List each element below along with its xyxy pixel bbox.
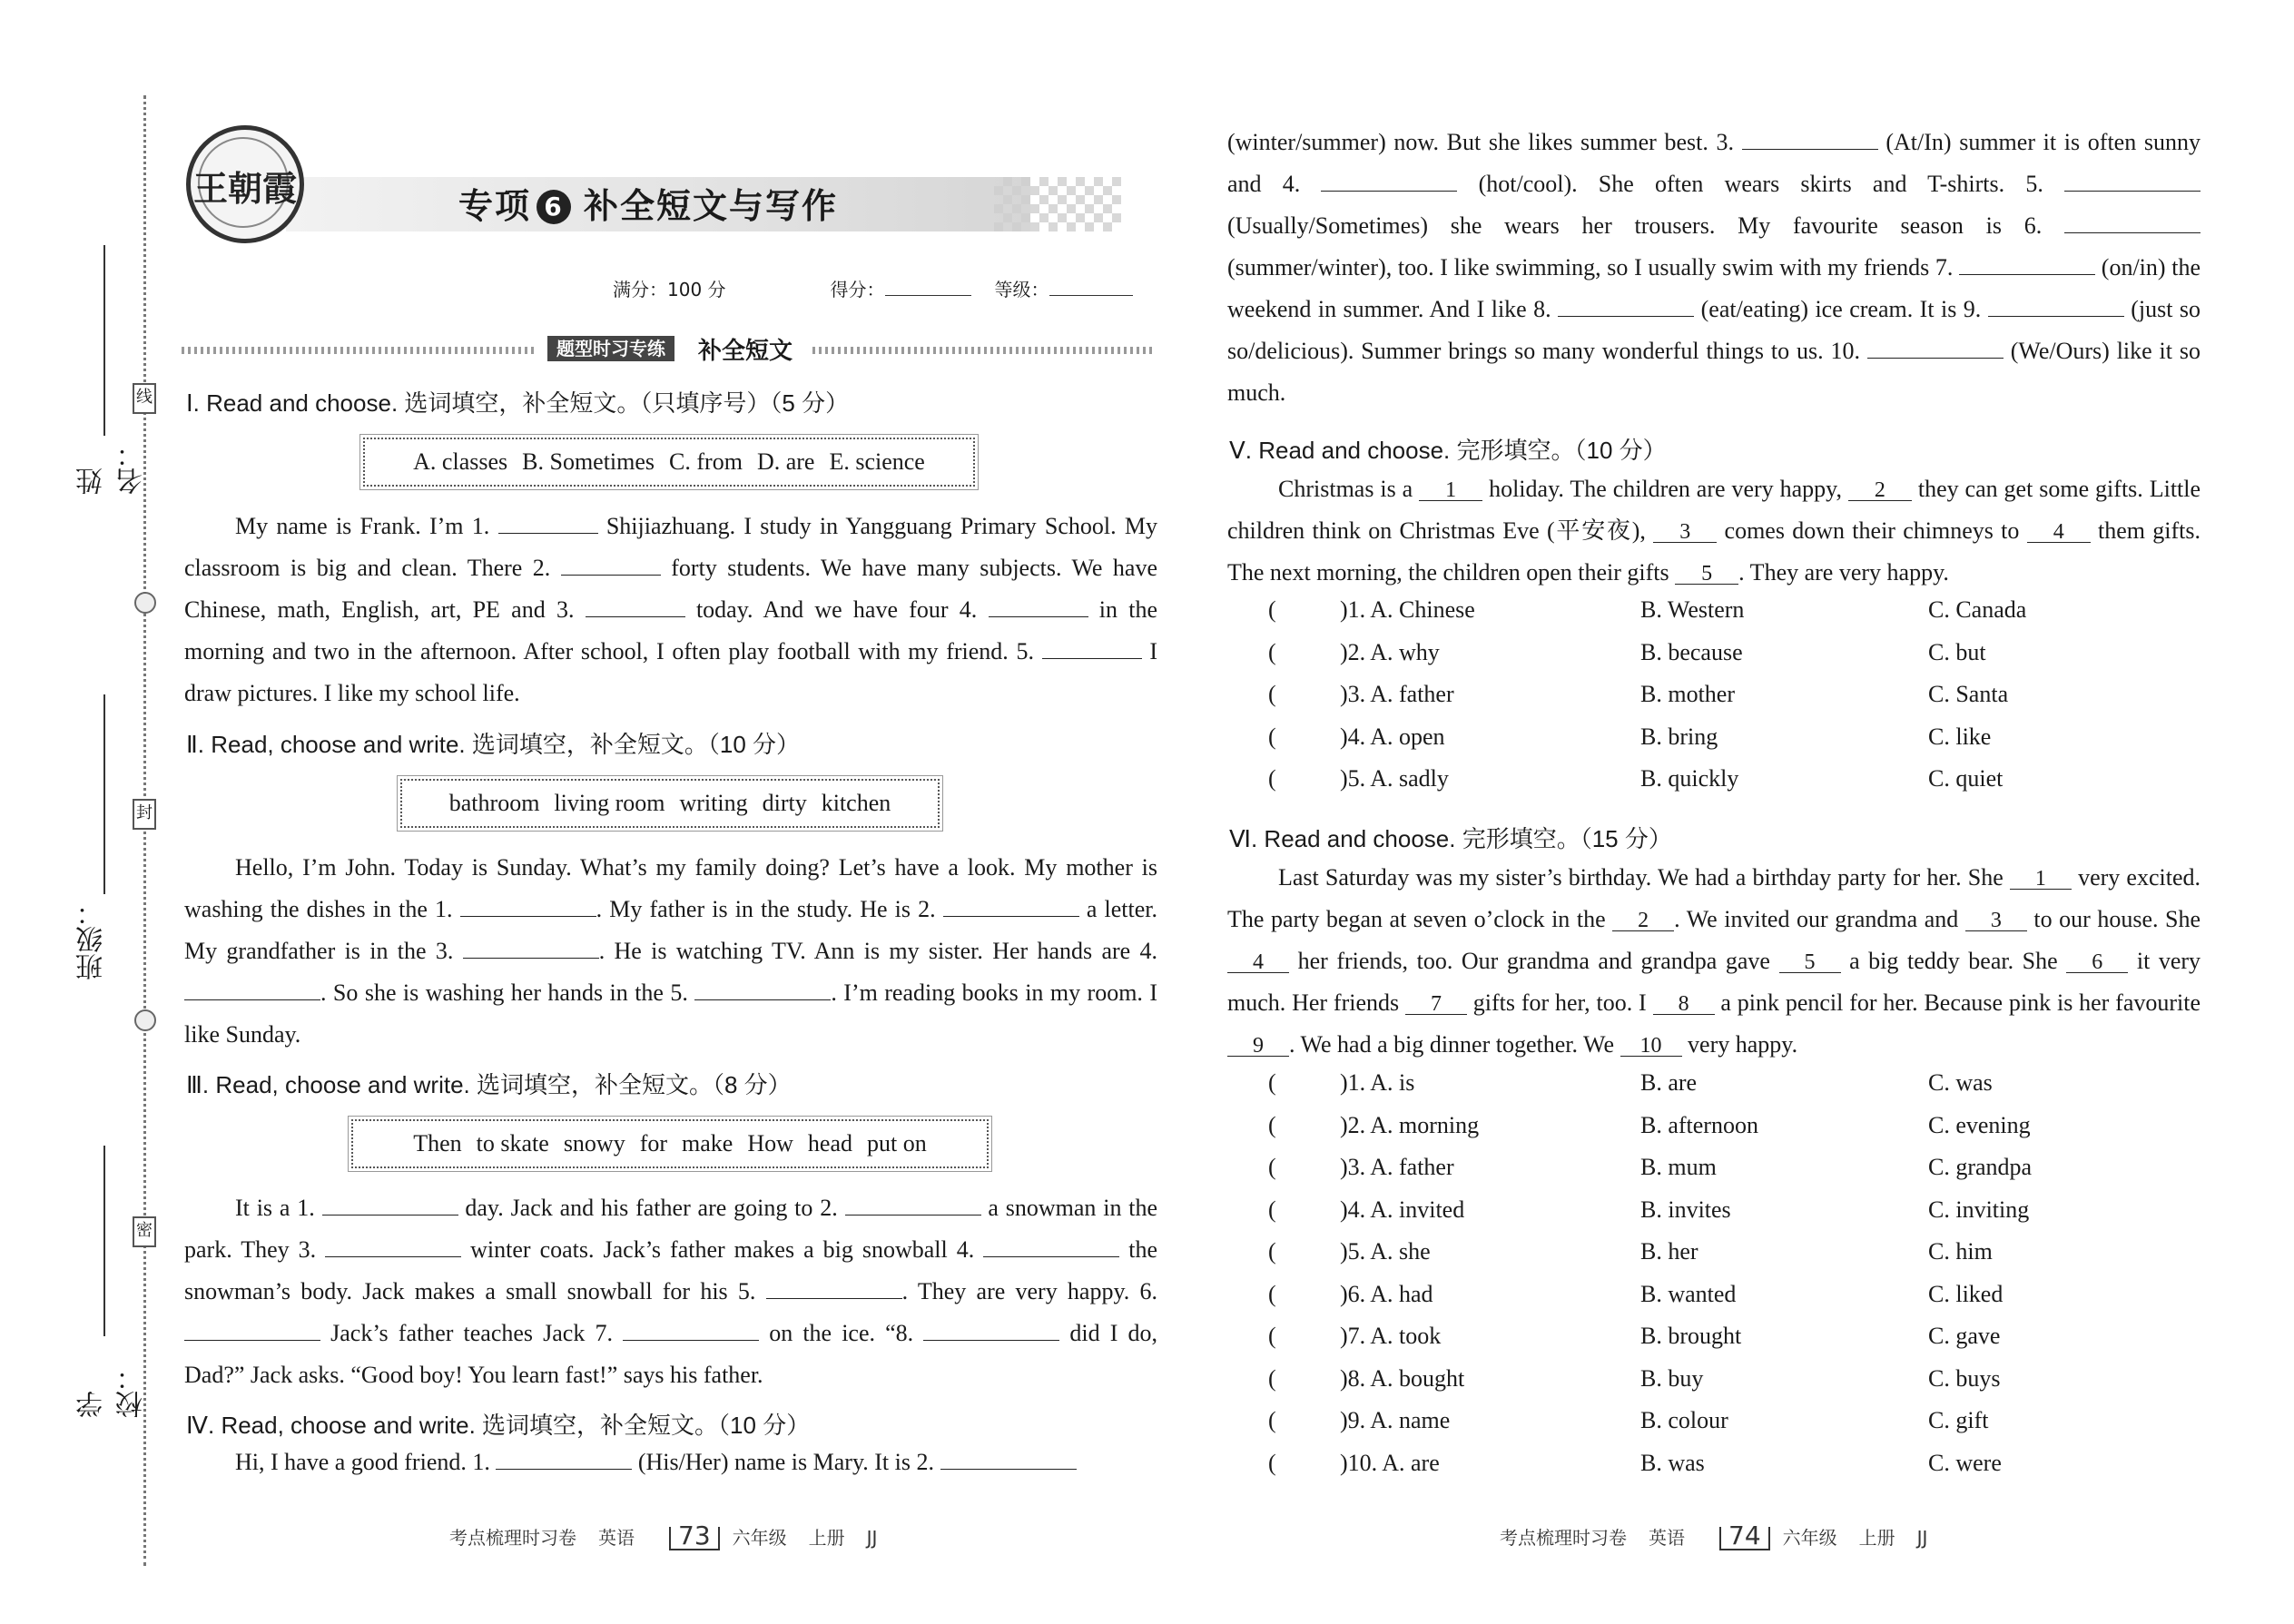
option-b: B. mum [1640,1154,1717,1180]
passage-text: holiday. The children are very happy, [1489,476,1842,502]
grade-label: 等级： [994,279,1049,300]
answer-blank[interactable] [694,976,831,1000]
answer-blank[interactable] [496,1445,632,1470]
answer-blank[interactable] [463,934,599,959]
school-field [65,1146,148,1418]
passage-text: winter coats. Jack’s father makes a big snowball 4. [470,1236,975,1263]
question-row [1227,723,2208,766]
question-row [1227,1365,2208,1408]
section-6-heading: Ⅵ. Read and choose. 完形填空。（15 分） [1229,825,1672,852]
option-a: )1. A. Chinese [1340,596,1475,623]
answer-paren[interactable]: ( [1268,1111,1276,1138]
option-a: )3. A. father [1340,1154,1454,1180]
answer-paren[interactable]: ( [1268,1323,1276,1349]
footer-grade: 六年级 [732,1527,787,1549]
word-option: snowy [563,1130,625,1156]
option-c: C. inviting [1928,1196,2030,1223]
passage-text: (summer/winter), too. I like swimming, so I usually swim with my friends 7. [1227,254,1954,281]
answer-blank[interactable] [940,1445,1077,1470]
banner-dash-right [812,347,1153,354]
numbered-blank[interactable]: 2 [1612,907,1674,931]
question-row [1227,1407,2208,1450]
answer-paren[interactable]: ( [1268,1196,1276,1223]
passage-text: My name is Frank. I’m 1. [235,513,490,539]
footer-series: 考点梳理时习卷 [449,1527,576,1549]
answer-paren[interactable]: ( [1268,723,1276,750]
question-row [1227,1154,2208,1196]
passage-text: (just so so/delicious). Summer brings so many wonderful things to us. 10. [1227,296,2201,364]
word-option: living room [554,790,665,816]
passage-text: on the ice. “8. [769,1320,914,1346]
option-a: )4. A. invited [1340,1196,1465,1223]
seal-mark: 密 [133,1216,156,1247]
seal-mark: 线 [133,383,156,414]
word-option: to skate [476,1130,549,1156]
option-b: B. wanted [1640,1280,1737,1307]
binding-ring [134,1009,156,1031]
answer-paren[interactable]: ( [1268,1280,1276,1307]
passage-text: . He is watching TV. Ann is my sister. Her hands are 4. [598,938,1158,964]
class-label: 班级： [76,899,108,980]
section-1-word-box [363,438,975,487]
option-a: )8. A. bought [1340,1364,1465,1392]
answer-paren[interactable]: ( [1268,638,1276,665]
answer-blank[interactable] [586,593,685,617]
option-b: B. brought [1640,1323,1742,1349]
numbered-blank[interactable]: 2 [1848,477,1912,501]
answer-blank[interactable] [766,1275,902,1299]
passage-text: her friends, too. Our grandma and grandpa gave [1297,948,1770,974]
option-b: B. was [1640,1449,1705,1476]
option-a: )5. A. sadly [1340,765,1449,792]
passage-text: a letter. My grandfather is in the 3. [184,896,1157,964]
numbered-blank[interactable]: 4 [1227,949,1289,973]
passage-text: Last Saturday was my sister’s birthday. We had a birthday party for her. She [1278,864,2004,891]
page-number: 73 [669,1527,720,1550]
option-c: C. him [1928,1238,1993,1265]
question-row [1227,1238,2208,1281]
answer-blank[interactable] [2064,209,2200,233]
answer-blank[interactable] [561,551,661,576]
passage-text: them gifts. The next morning, the children open their gifts [1227,517,2201,586]
footer-grade: 六年级 [1782,1527,1837,1549]
banner-dash-left [182,347,536,354]
seal-mark: 封 [133,799,156,830]
school-label: 学校： [76,1363,148,1418]
option-c: C. buys [1928,1364,2001,1392]
option-a: )7. A. took [1340,1323,1442,1349]
passage-text: (At/In) summer it is often sunny and 4. [1227,129,2200,197]
passage-text: (on/in) the weekend in summer. And I like 8. [1227,254,2201,322]
question-row [1227,1069,2208,1112]
section-2-passage [184,847,1157,1056]
option-c: C. was [1928,1069,1993,1096]
ribbon-pattern [994,177,1121,231]
option-c: C. evening [1928,1111,2031,1138]
numbered-blank[interactable]: 1 [1419,477,1482,501]
section-2-heading: Ⅱ. Read, choose and write. 选词填空，补全短文。（10 分） [186,731,801,758]
section-3-heading: Ⅲ. Read, choose and write. 选词填空，补全短文。（8 分） [186,1071,792,1098]
binding-ring [134,592,156,614]
passage-text: It is a 1. [235,1195,315,1221]
banner-name: 补全短文 [698,338,793,365]
word-option: E. science [829,448,925,475]
footer-term: 上册 [1858,1527,1895,1549]
section-banner [177,336,1157,363]
word-option: A. classes [413,448,508,475]
answer-blank[interactable] [2064,167,2200,192]
brand-logo [186,125,304,243]
section-4-passage-continued [1227,122,2200,414]
word-option: make [682,1130,733,1156]
option-b: B. buy [1640,1364,1704,1392]
page-title [458,178,838,228]
answer-paren[interactable]: ( [1268,1449,1276,1476]
section-3-word-box [351,1119,989,1168]
left-page [177,0,1157,1624]
option-b: B. are [1640,1069,1698,1096]
title-text: 补全短文与写作 [584,186,839,226]
answer-paren[interactable]: ( [1268,681,1276,707]
passage-text: gifts for her, too. I [1472,989,1647,1016]
answer-paren[interactable]: ( [1268,1407,1276,1433]
option-c: C. gift [1928,1407,1989,1433]
numbered-blank[interactable]: 6 [2066,949,2128,973]
name-field [65,245,148,495]
footer-series: 考点梳理时习卷 [1500,1527,1627,1549]
answer-blank[interactable] [498,509,598,534]
name-line[interactable] [103,245,105,436]
passage-text: (winter/summer) now. But she likes summer best. 3. [1227,129,1734,155]
grade-blank[interactable] [1049,295,1133,296]
answer-blank[interactable] [1867,334,2004,359]
option-a: )4. A. open [1340,723,1445,750]
passage-text: very happy. [1688,1031,1798,1058]
passage-text: . We invited our grandma and [1674,906,1959,932]
passage-text: comes down their chimneys to [1724,517,2020,544]
option-c: C. Santa [1928,681,2009,707]
question-row [1227,639,2208,682]
passage-text: to our house. She [2033,906,2201,932]
option-b: B. mother [1640,681,1735,707]
word-option: B. Sometimes [522,448,655,475]
title-prefix: 专项 [458,186,532,226]
question-row [1227,596,2208,639]
question-row [1227,681,2208,723]
footer-left [449,1523,899,1550]
footer-subject: 英语 [1649,1527,1685,1549]
answer-blank[interactable] [1988,292,2124,317]
numbered-blank[interactable]: 1 [2010,865,2072,890]
option-c: C. like [1928,723,1992,750]
passage-text: . So she is washing her hands in the 5. [320,979,688,1006]
option-c: C. grandpa [1928,1154,2033,1180]
passage-text: a big teddy bear. She [1849,948,2058,974]
passage-text: the snowman’s body. Jack makes a small snowball for his 5. [184,1236,1157,1304]
passage-text: (eat/eating) ice cream. It is 9. [1700,296,1982,322]
section-4-heading: Ⅳ. Read, choose and write. 选词填空，补全短文。（10 分） [186,1412,811,1439]
class-line[interactable] [103,694,105,894]
numbered-blank[interactable]: 5 [1779,949,1841,973]
numbered-blank[interactable]: 3 [1653,518,1717,543]
question-row [1227,1196,2208,1239]
option-a: )10. A. are [1340,1449,1440,1476]
answer-paren[interactable]: ( [1268,1069,1276,1096]
option-b: B. her [1640,1238,1698,1265]
passage-text: I draw pictures. I like my school life. [184,638,1158,706]
word-option: for [639,1130,668,1156]
word-option: D. are [756,448,815,475]
option-b: B. afternoon [1640,1111,1758,1138]
option-a: )6. A. had [1340,1280,1433,1307]
passage-text: very excited. The party began at seven o’clock in the [1227,864,2200,932]
question-row [1227,765,2208,808]
footer-subject: 英语 [598,1527,635,1549]
option-c: C. quiet [1928,765,2004,792]
answer-blank[interactable] [1321,167,1457,192]
answer-paren[interactable]: ( [1268,1154,1276,1180]
answer-paren[interactable]: ( [1268,596,1276,623]
section-5-options [1227,596,2208,808]
numbered-blank[interactable]: 4 [2027,518,2091,543]
class-field [65,694,120,985]
passage-text: (hot/cool). She often wears skirts and T-shirts. 5. [1478,171,2043,197]
answer-blank[interactable] [1042,635,1142,659]
score-line [613,275,1157,301]
question-row [1227,1323,2208,1365]
answer-blank[interactable] [184,1316,320,1341]
footer-term: 上册 [808,1527,845,1549]
word-option: How [747,1130,793,1156]
answer-blank[interactable] [184,976,320,1000]
name-label: 姓名： [76,440,148,495]
option-b: B. bring [1640,723,1718,750]
option-b: B. quickly [1640,765,1739,792]
section-1-passage [184,506,1157,714]
numbered-blank[interactable]: 10 [1620,1032,1682,1057]
answer-blank[interactable] [923,1316,1059,1341]
option-c: C. were [1928,1449,2002,1476]
school-line[interactable] [103,1146,105,1336]
full-score: 满分：100 分 [613,279,726,300]
answer-blank[interactable] [1742,125,1878,150]
answer-blank[interactable] [989,593,1088,617]
logo-text: 王朝霞 [192,168,297,209]
passage-text: (Usually/Sometimes) she wears her trousers. My favourite season is 6. [1227,212,2043,239]
answer-paren[interactable]: ( [1268,765,1276,792]
question-row [1227,1281,2208,1324]
word-option: bathroom [448,790,540,816]
right-page [1227,0,2208,1624]
numbered-blank[interactable]: 7 [1405,990,1467,1015]
answer-blank[interactable] [983,1233,1119,1257]
word-option: Then [413,1130,462,1156]
section-4-passage-start [184,1442,1157,1483]
passage-text: a pink pencil for her. Because pink is her favourite [1720,989,2201,1016]
question-row [1227,1450,2208,1492]
section-6-passage [1227,857,2200,1066]
numbered-blank[interactable]: 8 [1653,990,1715,1015]
option-b: B. because [1640,638,1743,665]
word-option: head [807,1130,853,1156]
footer-right [1500,1523,1949,1550]
answer-blank[interactable] [845,1191,981,1216]
page-number: 74 [1719,1527,1770,1550]
passage-text: Hi, I have a good friend. 1. [235,1449,490,1475]
option-a: )3. A. father [1340,681,1454,707]
section-5-heading: Ⅴ. Read and choose. 完形填空。（10 分） [1229,437,1667,464]
answer-blank[interactable] [1558,292,1694,317]
passage-text: . They are very happy. 6. [901,1278,1158,1304]
score-blank[interactable] [885,295,971,296]
option-a: )2. A. morning [1340,1111,1480,1138]
word-option: put on [867,1130,927,1156]
passage-text: forty students. We have many subjects. We have Chinese, math, English, art, PE and 3. [184,555,1158,623]
score-label: 得分： [830,279,885,300]
passage-text: Christmas is a [1278,476,1413,502]
question-row [1227,1112,2208,1155]
numbered-blank[interactable]: 3 [1965,907,2027,931]
footer-edition: JJ [866,1527,878,1549]
passage-text: . I’m reading books in my room. I like Sunday. [184,979,1158,1048]
passage-text: a snowman in the park. They 3. [184,1195,1158,1263]
passage-text: they can get some gifts. Little children think on Christmas Eve (平安夜), [1227,476,2201,544]
title-number-badge: 6 [537,190,571,224]
answer-blank[interactable] [623,1316,759,1341]
numbered-blank[interactable]: 5 [1675,560,1738,585]
word-option: writing [679,790,748,816]
section-5-passage [1227,468,2200,594]
numbered-blank[interactable]: 9 [1227,1032,1289,1057]
option-a: )9. A. name [1340,1407,1451,1433]
section-2-word-box [400,779,940,828]
section-6-options [1227,1069,2208,1491]
option-c: C. liked [1928,1280,2004,1307]
option-c: C. Canada [1928,596,2027,623]
footer-edition: JJ [1916,1527,1928,1549]
passage-text: today. And we have four 4. [695,596,978,623]
binding-dotted-line [143,95,146,1566]
answer-blank[interactable] [325,1233,461,1257]
option-a: )5. A. she [1340,1238,1431,1265]
section-1-heading: Ⅰ. Read and choose. 选词填空，补全短文。（只填序号）（5 分） [186,389,850,417]
passage-text: Jack’s father teaches Jack 7. [330,1320,613,1346]
passage-text: (We/Ours) like it so much. [1227,338,2200,406]
answer-blank[interactable] [460,892,596,917]
option-b: B. Western [1640,596,1745,623]
passage-text: Shijiazhuang. I study in Yangguang Primary School. My classroom is big and clean. There 2. [184,513,1158,581]
banner-tag: 题型时习专练 [547,336,674,361]
answer-blank[interactable] [1959,251,2095,275]
word-option: dirty [762,790,807,816]
word-option: kitchen [821,790,891,816]
word-option: C. from [669,448,743,475]
option-b: B. invites [1640,1196,1731,1223]
passage-text: (His/Her) name is Mary. It is 2. [637,1449,934,1475]
passage-text: Hello, I’m John. Today is Sunday. What’s my family doing? Let’s have a look. My mother is washing the dishes in the 1. [184,854,1157,922]
passage-text: . My father is in the study. He is 2. [596,896,936,922]
answer-blank[interactable] [943,892,1079,917]
binding-margin [0,0,159,1624]
option-a: )2. A. why [1340,638,1440,665]
answer-paren[interactable]: ( [1268,1364,1276,1392]
passage-text: day. Jack and his father are going to 2. [465,1195,838,1221]
passage-text: it very much. Her friends [1227,948,2201,1016]
passage-text: in the morning and two in the afternoon. After school, I often play football with my friend. 5. [184,596,1158,664]
passage-text: . They are very happy. [1738,559,1949,586]
option-c: C. but [1928,638,1986,665]
section-3-passage [184,1187,1157,1396]
option-b: B. colour [1640,1407,1728,1433]
passage-text: . We had a big dinner together. We [1289,1031,1615,1058]
answer-blank[interactable] [322,1191,458,1216]
answer-paren[interactable]: ( [1268,1238,1276,1265]
option-a: )1. A. is [1340,1069,1415,1096]
passage-text: did I do, Dad?” Jack asks. “Good boy! You learn fast!” says his father. [184,1320,1158,1388]
option-c: C. gave [1928,1323,2001,1349]
